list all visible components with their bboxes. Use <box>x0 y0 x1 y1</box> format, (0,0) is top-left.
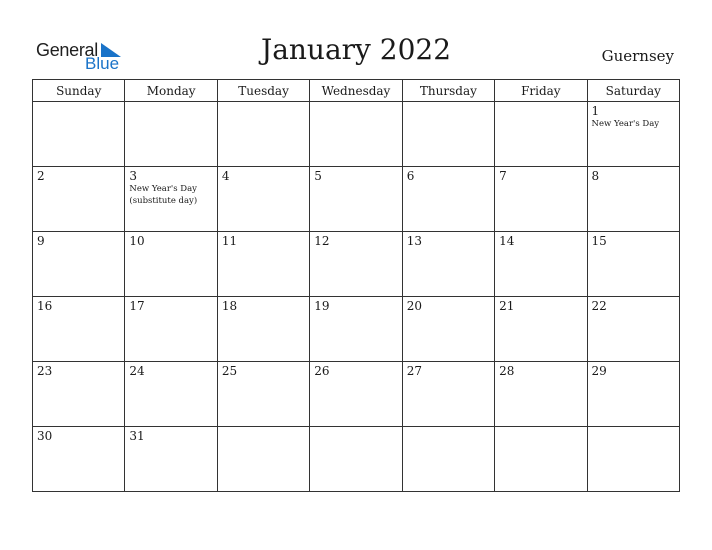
day-number: 25 <box>221 364 238 378</box>
day-number: 31 <box>129 429 145 443</box>
calendar-day-cell <box>217 102 309 167</box>
day-number: 30 <box>37 429 53 443</box>
calendar-day-cell <box>310 362 402 427</box>
day-number: 23 <box>37 364 53 378</box>
calendar-day-cell <box>402 362 494 427</box>
calendar-day-cell <box>217 297 309 362</box>
weekday-header-saturday: Saturday <box>587 80 679 102</box>
region-label: Guernsey <box>601 47 674 65</box>
calendar-day-cell <box>587 102 679 167</box>
calendar-day-cell <box>33 167 125 232</box>
day-number: 14 <box>499 234 515 248</box>
calendar-week-row <box>33 167 680 232</box>
calendar-day-cell <box>33 232 125 297</box>
day-number: 27 <box>406 364 422 378</box>
day-number: 13 <box>406 234 422 248</box>
calendar-day-cell <box>495 362 587 427</box>
calendar-day-cell <box>33 102 125 167</box>
calendar-week-row <box>33 232 680 297</box>
calendar-day-cell <box>125 102 217 167</box>
day-number: 20 <box>406 299 422 313</box>
calendar-day-cell <box>310 297 402 362</box>
calendar-day-cell <box>33 297 125 362</box>
calendar-day-cell <box>33 427 125 492</box>
day-number: 16 <box>37 299 53 313</box>
logo-word-blue: Blue <box>85 54 120 73</box>
calendar-day-cell <box>125 362 217 427</box>
calendar-day-cell <box>587 427 679 492</box>
weekday-header-sunday: Sunday <box>33 80 125 102</box>
day-number: 19 <box>314 299 330 313</box>
calendar-day-cell <box>587 167 679 232</box>
calendar-title: January 2022 <box>260 33 452 66</box>
day-number: 4 <box>221 169 230 183</box>
day-number: 21 <box>499 299 515 313</box>
calendar-day-cell <box>402 297 494 362</box>
calendar-day-cell <box>587 362 679 427</box>
weekday-header-tuesday: Tuesday <box>217 80 309 102</box>
calendar-day-cell <box>310 102 402 167</box>
day-number: 22 <box>591 299 607 313</box>
day-number: 5 <box>314 169 322 183</box>
day-number: 18 <box>221 299 238 313</box>
day-number: 10 <box>129 234 145 248</box>
day-number: 11 <box>221 234 238 248</box>
calendar-day-cell <box>495 232 587 297</box>
day-number: 12 <box>314 234 330 248</box>
calendar-day-cell <box>125 427 217 492</box>
weekday-header-wednesday: Wednesday <box>310 80 402 102</box>
day-number: 26 <box>314 364 330 378</box>
day-number: 7 <box>499 169 507 183</box>
weekday-header-friday: Friday <box>495 80 587 102</box>
calendar-day-cell <box>217 427 309 492</box>
day-number: 9 <box>37 234 45 248</box>
calendar-day-cell <box>402 427 494 492</box>
day-number: 29 <box>591 364 607 378</box>
calendar-day-cell <box>495 167 587 232</box>
day-number: 28 <box>499 364 515 378</box>
calendar-day-cell <box>310 232 402 297</box>
calendar-day-cell <box>217 362 309 427</box>
calendar-week-row <box>33 297 680 362</box>
day-number: 2 <box>37 169 45 183</box>
calendar-day-cell <box>402 167 494 232</box>
day-number: 8 <box>591 169 600 183</box>
day-number: 17 <box>129 299 145 313</box>
calendar-week-row <box>33 362 680 427</box>
weekday-header-monday: Monday <box>125 80 217 102</box>
day-number: 6 <box>406 169 415 183</box>
holiday-label: New Year's Day (substitute day) <box>129 184 198 206</box>
day-number: 15 <box>591 234 607 248</box>
calendar-day-cell <box>587 297 679 362</box>
calendar-day-cell <box>587 232 679 297</box>
calendar-day-cell <box>310 167 402 232</box>
logo-word-general: General <box>36 40 98 60</box>
calendar-day-cell <box>495 297 587 362</box>
day-number: 1 <box>591 104 600 118</box>
holiday-label: New Year's Day <box>591 119 660 129</box>
calendar-week-row <box>33 427 680 492</box>
calendar-day-cell <box>33 362 125 427</box>
calendar-week-row <box>33 102 680 167</box>
calendar-day-cell <box>402 232 494 297</box>
calendar-day-cell <box>495 427 587 492</box>
weekday-header-row <box>33 80 680 102</box>
day-number: 24 <box>129 364 145 378</box>
calendar-day-cell <box>402 102 494 167</box>
calendar-day-cell <box>495 102 587 167</box>
calendar-day-cell <box>125 232 217 297</box>
calendar-day-cell <box>217 167 309 232</box>
calendar-day-cell <box>310 427 402 492</box>
month-calendar-grid <box>32 79 680 492</box>
weekday-header-thursday: Thursday <box>402 80 494 102</box>
calendar-day-cell <box>125 167 217 232</box>
calendar-day-cell <box>217 232 309 297</box>
day-number: 3 <box>129 169 138 183</box>
calendar-body <box>33 102 680 492</box>
calendar-day-cell <box>125 297 217 362</box>
